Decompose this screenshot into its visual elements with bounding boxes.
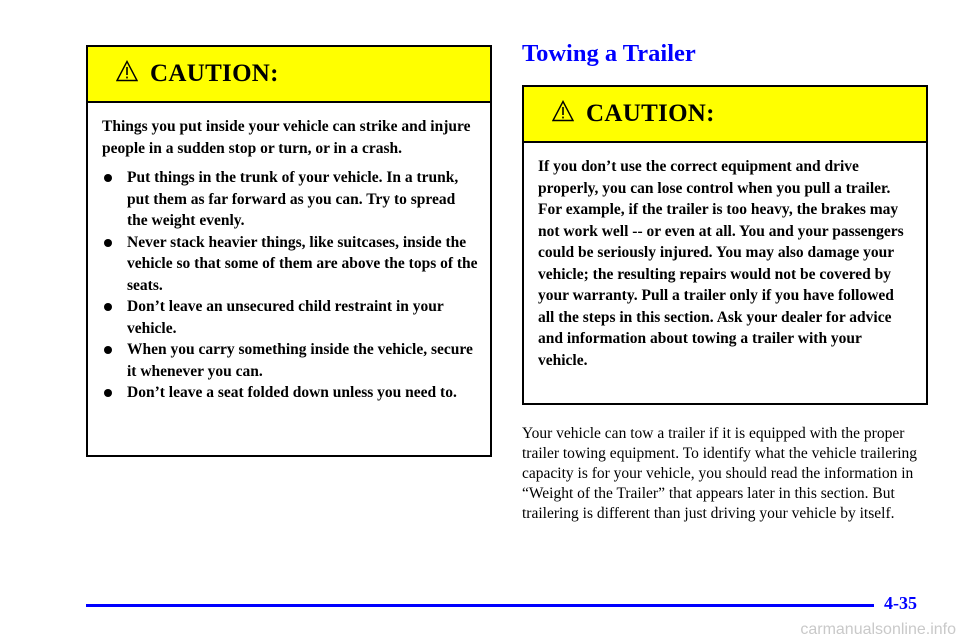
- footer-rule: [86, 604, 874, 607]
- watermark: carmanualsonline.info: [800, 621, 956, 638]
- section-title: Towing a Trailer: [522, 40, 696, 67]
- left-caution-intro: Things you put inside your vehicle can strike and injure people in a sudden stop or turn, or in a crash.: [102, 118, 471, 157]
- left-caution-bullet: Don’t leave a seat folded down unless you need to.: [102, 382, 478, 404]
- right-caution-text: If you don’t use the correct equipment and drive properly, you can lose control when you pull a trailer. For example, if the trailer is too heavy, the brakes may not work well -- or even at all. You and your passengers could be seriously injured. You may also damage your vehicle; the resulting repairs would not be covered by your warranty. Pull a trailer only if you have followed all the steps in this section. Ask your dealer for advice and information about towing a trailer with your vehicle.: [538, 158, 904, 369]
- right-caution-title: CAUTION:: [586, 100, 715, 127]
- left-caution-box: [86, 45, 492, 457]
- left-caution-bullet: Don’t leave an unsecured child restraint in your vehicle.: [102, 296, 478, 339]
- warning-triangle-icon: [116, 60, 138, 82]
- towing-body-text: Your vehicle can tow a trailer if it is equipped with the proper trailer towing equipment. To identify what the vehicle trailering capacity is for your vehicle, you should read the information in “Weight of the Trailer” that appears later in this section. But trailering is different than just driving your vehicle by itself.: [522, 425, 918, 522]
- left-caution-bullet: Put things in the trunk of your vehicle. In a trunk, put them as far forward as you can. Try to spread the weight evenly.: [102, 167, 478, 232]
- right-caution-body: [524, 143, 926, 371]
- left-caution-bullet: When you carry something inside the vehicle, secure it whenever you can.: [102, 339, 478, 382]
- left-caution-bullet-list: [102, 167, 478, 404]
- left-caution-header: [88, 47, 490, 103]
- left-caution-title: CAUTION:: [150, 60, 279, 87]
- right-caution-header: [524, 87, 926, 143]
- warning-triangle-icon: [552, 100, 574, 122]
- page-number: 4-35: [884, 593, 917, 613]
- left-caution-body: [88, 103, 490, 404]
- right-caution-box: [522, 85, 928, 405]
- left-caution-bullet: Never stack heavier things, like suitcases, inside the vehicle so that some of them are above the tops of the seats.: [102, 232, 478, 297]
